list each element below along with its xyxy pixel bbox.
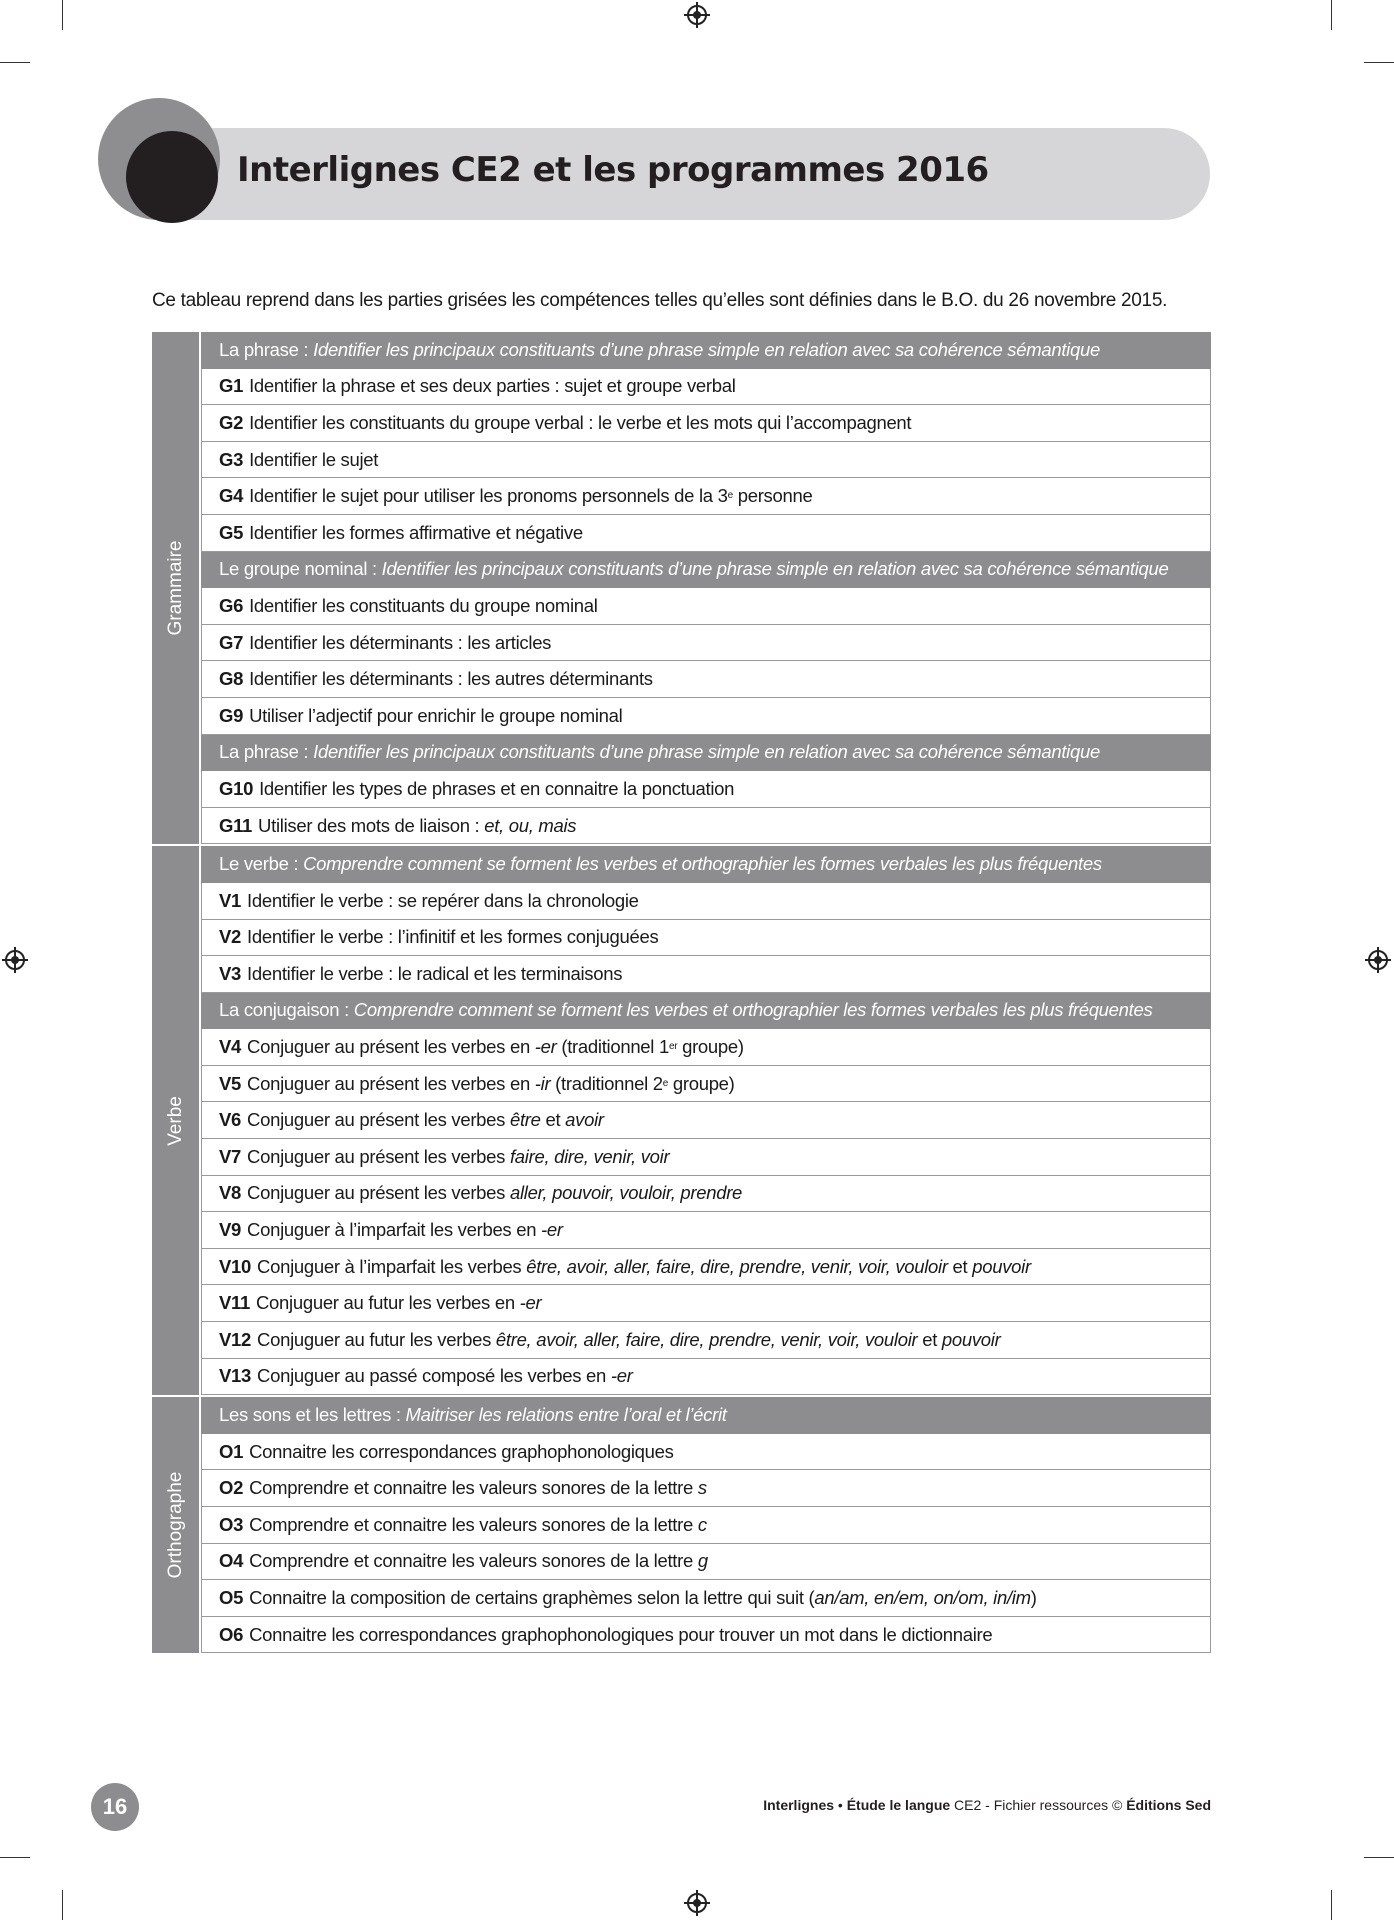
competence-text: Identifier les déterminants : les articles	[249, 631, 552, 653]
table-row	[201, 1212, 1211, 1249]
table-header-row	[201, 846, 1211, 883]
section-rows	[201, 332, 1211, 844]
domain-description: Identifier les principaux constituants d’une phrase simple en relation avec sa cohérence sémantique	[381, 558, 1169, 580]
competence-code: V4	[219, 1036, 242, 1058]
table-row	[201, 1359, 1211, 1396]
table-row	[201, 1176, 1211, 1213]
domain-label: Le groupe nominal :	[219, 558, 382, 580]
competence-text-after: )	[1030, 1586, 1037, 1608]
competence-text: Comprendre et connaitre les valeurs sonores de la lettre	[249, 1513, 698, 1535]
competence-italic: c	[697, 1513, 707, 1535]
table-row	[201, 588, 1211, 625]
domain-description: Comprendre comment se forment les verbes et orthographier les formes verbales les plus fréquentes	[303, 853, 1102, 875]
competence-italic: pouvoir	[941, 1328, 1001, 1350]
crop-mark	[0, 62, 30, 63]
registration-mark-icon	[687, 1893, 707, 1913]
competence-text: Identifier les constituants du groupe verbal : le verbe et les mots qui l’accompagnent	[249, 411, 912, 433]
competence-sup: e	[662, 1077, 669, 1089]
domain-description: Maitriser les relations entre l’oral et l’écrit	[405, 1404, 727, 1426]
competence-italic: être	[509, 1109, 541, 1131]
competence-code: G1	[219, 375, 244, 397]
competence-text: Conjuguer au présent les verbes	[247, 1182, 510, 1204]
competence-code: G11	[219, 814, 253, 836]
competence-code: G10	[219, 777, 254, 799]
section-label: Verbe	[164, 1095, 186, 1146]
competence-italic: être, avoir, aller, faire, dire, prendre, venir, voir, vouloir	[526, 1255, 948, 1277]
table-row	[201, 920, 1211, 957]
competence-code: G9	[219, 704, 244, 726]
registration-mark-icon	[5, 950, 25, 970]
competence-text: Utiliser des mots de liaison :	[258, 814, 485, 836]
competence-code: O6	[219, 1623, 244, 1645]
competence-text: Conjuguer au futur les verbes	[257, 1328, 496, 1350]
table-header-row	[201, 1397, 1211, 1434]
registration-mark-icon	[1368, 950, 1388, 970]
competence-text: Identifier les déterminants : les autres déterminants	[249, 668, 653, 690]
crop-mark	[1331, 1890, 1332, 1920]
competence-italic: être, avoir, aller, faire, dire, prendre, venir, voir, vouloir	[495, 1328, 918, 1350]
competence-text: Identifier le verbe : le radical et les terminaisons	[247, 962, 623, 984]
competence-code: V2	[219, 926, 242, 948]
competence-code: G5	[219, 521, 244, 543]
competence-code: G6	[219, 594, 244, 616]
competence-text: Conjuguer au passé composé les verbes en	[257, 1365, 611, 1387]
competence-text: Conjuguer au futur les verbes en	[256, 1292, 520, 1314]
footer-sep: •	[834, 1797, 847, 1813]
competence-text: Conjuguer au présent les verbes en	[247, 1072, 535, 1094]
domain-description: Comprendre comment se forment les verbes et orthographier les formes verbales les plus fréquentes	[353, 999, 1153, 1021]
table-row	[201, 1285, 1211, 1322]
section-label-cell	[152, 1397, 199, 1653]
footer-credit	[763, 1797, 1211, 1813]
competence-code: G8	[219, 668, 244, 690]
table-header-row	[201, 993, 1211, 1030]
competence-text-after: et	[917, 1328, 942, 1350]
competence-text-after: (traditionnel 2	[550, 1072, 663, 1094]
crop-mark	[1364, 1857, 1394, 1858]
crop-mark	[0, 1857, 30, 1858]
competence-code: G7	[219, 631, 244, 653]
footer-series: Interlignes	[763, 1797, 835, 1813]
domain-label: Le verbe :	[219, 853, 304, 875]
competence-code: V10	[219, 1255, 252, 1277]
competence-text: Conjuguer au présent les verbes	[247, 1145, 510, 1167]
section-label: Orthographe	[164, 1471, 186, 1579]
crop-mark	[1364, 62, 1394, 63]
domain-label: La phrase :	[219, 338, 314, 360]
competence-code: V6	[219, 1109, 242, 1131]
table-row	[201, 1029, 1211, 1066]
section-rows	[201, 846, 1211, 1395]
competence-text: Identifier le verbe : l’infinitif et les formes conjuguées	[247, 926, 659, 948]
table-row	[201, 369, 1211, 406]
table-header-row	[201, 332, 1211, 369]
competence-italic: faire, dire, venir, voir	[509, 1145, 670, 1167]
intro-text: Ce tableau reprend dans les parties grisées les compétences telles qu’elles sont définies dans le B.O. du 26 novembre 2015.	[152, 290, 1168, 311]
competence-italic: et, ou, mais	[484, 814, 577, 836]
competence-sup: er	[668, 1041, 678, 1053]
competence-text: Identifier les types de phrases et en connaitre la ponctuation	[259, 777, 735, 799]
domain-description: Identifier les principaux constituants d’une phrase simple en relation avec sa cohérence sémantique	[313, 338, 1100, 360]
section-grammaire	[152, 332, 1211, 846]
competence-text: Conjuguer à l’imparfait les verbes en	[247, 1219, 542, 1241]
competence-text: Conjuguer à l’imparfait les verbes	[257, 1255, 527, 1277]
competence-text: Conjuguer au présent les verbes en	[247, 1036, 535, 1058]
competence-italic: avoir	[565, 1109, 604, 1131]
table-row	[201, 808, 1211, 845]
competence-italic: -er	[519, 1292, 542, 1314]
domain-label: Les sons et les lettres :	[219, 1404, 406, 1426]
table-header-row	[201, 552, 1211, 589]
table-row	[201, 1249, 1211, 1286]
table-row	[201, 1544, 1211, 1581]
competence-code: O2	[219, 1477, 244, 1499]
competence-text: Connaitre les correspondances graphophonologiques pour trouver un mot dans le dictionnaire	[249, 1623, 993, 1645]
table-row	[201, 1102, 1211, 1139]
table-row	[201, 1322, 1211, 1359]
competence-italic: -er	[610, 1365, 633, 1387]
competence-italic: s	[697, 1477, 707, 1499]
competence-italic: pouvoir	[972, 1255, 1031, 1277]
competence-sup: e	[727, 490, 733, 502]
page-title: Interlignes CE2 et les programmes 2016	[237, 150, 989, 190]
table-row	[201, 1139, 1211, 1176]
competence-text-after: (traditionnel 1	[556, 1036, 669, 1058]
competence-text: Identifier les formes affirmative et négative	[249, 521, 583, 543]
table-row	[201, 661, 1211, 698]
competence-text: Identifier le sujet	[249, 448, 379, 470]
competence-text-after: groupe)	[677, 1036, 744, 1058]
competence-text-after: et	[540, 1109, 566, 1131]
table-row	[201, 698, 1211, 735]
crop-mark	[62, 1890, 63, 1920]
footer-rest: CE2 - Fichier ressources ©	[950, 1797, 1127, 1813]
competence-text: Comprendre et connaitre les valeurs sonores de la lettre	[249, 1477, 698, 1499]
section-label-cell	[152, 332, 199, 844]
table-row	[201, 1507, 1211, 1544]
table-row	[201, 405, 1211, 442]
section-orthographe	[152, 1397, 1211, 1655]
competence-code: V11	[219, 1292, 250, 1314]
crop-mark	[62, 0, 63, 30]
competence-code: G3	[219, 448, 244, 470]
competence-text-after: personne	[732, 485, 813, 507]
footer-book: Étude le langue	[846, 1797, 951, 1813]
domain-description: Identifier les principaux constituants d’une phrase simple en relation avec sa cohérence sémantique	[313, 741, 1100, 763]
table-row	[201, 771, 1211, 808]
competence-code: V13	[219, 1365, 252, 1387]
table-row	[201, 1617, 1211, 1654]
competence-code: V3	[219, 962, 242, 984]
competences-table	[152, 332, 1211, 1655]
competence-code: G4	[219, 485, 244, 507]
competence-italic: -er	[541, 1219, 563, 1241]
competence-text: Identifier le verbe : se repérer dans la chronologie	[247, 889, 639, 911]
table-row	[201, 1066, 1211, 1103]
table-row	[201, 1470, 1211, 1507]
competence-code: V1	[219, 889, 242, 911]
competence-italic: an/am, en/em, on/om, in/im	[814, 1586, 1031, 1608]
section-rows	[201, 1397, 1211, 1653]
competence-italic: g	[697, 1550, 708, 1572]
competence-code: O5	[219, 1586, 244, 1608]
table-row	[201, 478, 1211, 515]
competence-text: Utiliser l’adjectif pour enrichir le groupe nominal	[249, 704, 623, 726]
domain-label: La phrase :	[219, 741, 314, 763]
section-verbe	[152, 846, 1211, 1397]
table-header-row	[201, 735, 1211, 772]
table-row	[201, 625, 1211, 662]
competence-code: G2	[219, 411, 244, 433]
competence-code: O3	[219, 1513, 244, 1535]
table-row	[201, 515, 1211, 552]
competence-text: Connaitre les correspondances graphophonologiques	[249, 1440, 674, 1462]
crop-mark	[1331, 0, 1332, 30]
competence-code: V5	[219, 1072, 242, 1094]
page-number: 16	[91, 1783, 139, 1831]
table-row	[201, 956, 1211, 993]
registration-mark-icon	[687, 5, 707, 25]
competence-text: Identifier les constituants du groupe nominal	[249, 594, 598, 616]
table-row	[201, 883, 1211, 920]
table-row	[201, 1580, 1211, 1617]
competence-text: Connaitre la composition de certains graphèmes selon la lettre qui suit (	[249, 1586, 815, 1608]
competence-code: O4	[219, 1550, 244, 1572]
competence-text: Identifier le sujet pour utiliser les pronoms personnels de la 3	[249, 485, 728, 507]
competence-code: V12	[219, 1328, 252, 1350]
table-row	[201, 442, 1211, 479]
competence-italic: aller, pouvoir, vouloir, prendre	[509, 1182, 743, 1204]
competence-code: V7	[219, 1145, 242, 1167]
competence-italic: -er	[534, 1036, 557, 1058]
competence-text: Conjuguer au présent les verbes	[247, 1109, 510, 1131]
competence-text-after: groupe)	[668, 1072, 735, 1094]
section-label-cell	[152, 846, 199, 1395]
competence-italic: -ir	[534, 1072, 551, 1094]
competence-code: V8	[219, 1182, 242, 1204]
header-disc	[126, 131, 218, 223]
competence-code: V9	[219, 1219, 242, 1241]
competence-code: O1	[219, 1440, 244, 1462]
domain-label: La conjugaison :	[219, 999, 354, 1021]
footer-publisher: Éditions Sed	[1126, 1797, 1211, 1813]
competence-text: Identifier la phrase et ses deux parties : sujet et groupe verbal	[249, 375, 736, 397]
section-label: Grammaire	[164, 540, 186, 636]
competence-text: Comprendre et connaitre les valeurs sonores de la lettre	[249, 1550, 698, 1572]
table-row	[201, 1434, 1211, 1471]
competence-text-after: et	[947, 1255, 973, 1277]
